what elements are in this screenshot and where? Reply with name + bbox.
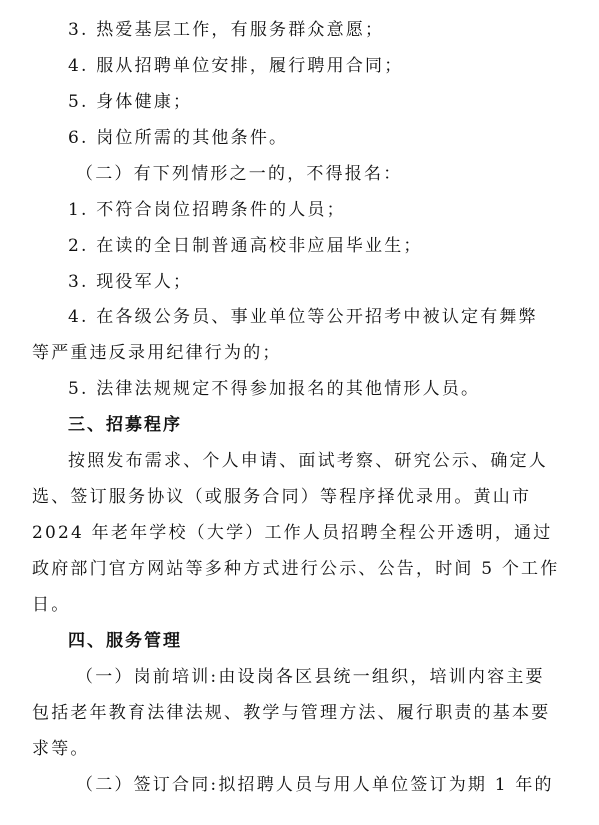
training-paragraph-line-1: （一）岗前培训:由设岗各区县统一组织，培训内容主要 [76,667,545,687]
procedure-paragraph-line-4: 政府部门官方网站等多种方式进行公示、公告，时间 5 个工作 [32,559,560,579]
disqualification-1: 1. 不符合岗位招聘条件的人员； [68,200,346,220]
procedure-paragraph-line-2: 选、签订服务协议（或服务合同）等程序择优录用。黄山市 [32,487,532,507]
subsection-title-disqualifications: （二）有下列情形之一的，不得报名： [76,164,403,184]
section-heading-service-management: 四、服务管理 [68,631,182,651]
disqualification-2: 2. 在读的全日制普通高校非应届毕业生； [68,236,423,256]
requirement-4: 4. 服从招聘单位安排，履行聘用合同； [68,56,404,76]
requirement-5: 5. 身体健康； [68,92,193,112]
section-heading-recruitment-procedure: 三、招募程序 [68,415,182,435]
procedure-paragraph-line-1: 按照发布需求、个人申请、面试考察、研究公示、确定人 [68,451,548,471]
procedure-paragraph-line-5: 日。 [32,595,71,615]
training-paragraph-line-2: 包括老年教育法律法规、教学与管理方法、履行职责的基本要 [32,703,551,723]
training-paragraph-line-3: 求等。 [32,739,90,759]
disqualification-4-line-1: 4. 在各级公务员、事业单位等公开招考中被认定有舞弊 [68,307,538,327]
requirement-6: 6. 岗位所需的其他条件。 [68,128,289,148]
disqualification-3: 3. 现役军人； [68,272,193,292]
disqualification-4-line-2: 等严重违反录用纪律行为的； [32,343,282,363]
disqualification-5: 5. 法律法规规定不得参加报名的其他情形人员。 [68,379,481,399]
procedure-paragraph-line-3: 2024 年老年学校（大学）工作人员招聘全程公开透明，通过 [32,523,553,543]
contract-paragraph-line-1: （二）签订合同:拟招聘人员与用人单位签订为期 1 年的 [76,775,554,795]
requirement-3: 3. 热爱基层工作，有服务群众意愿； [68,20,385,40]
